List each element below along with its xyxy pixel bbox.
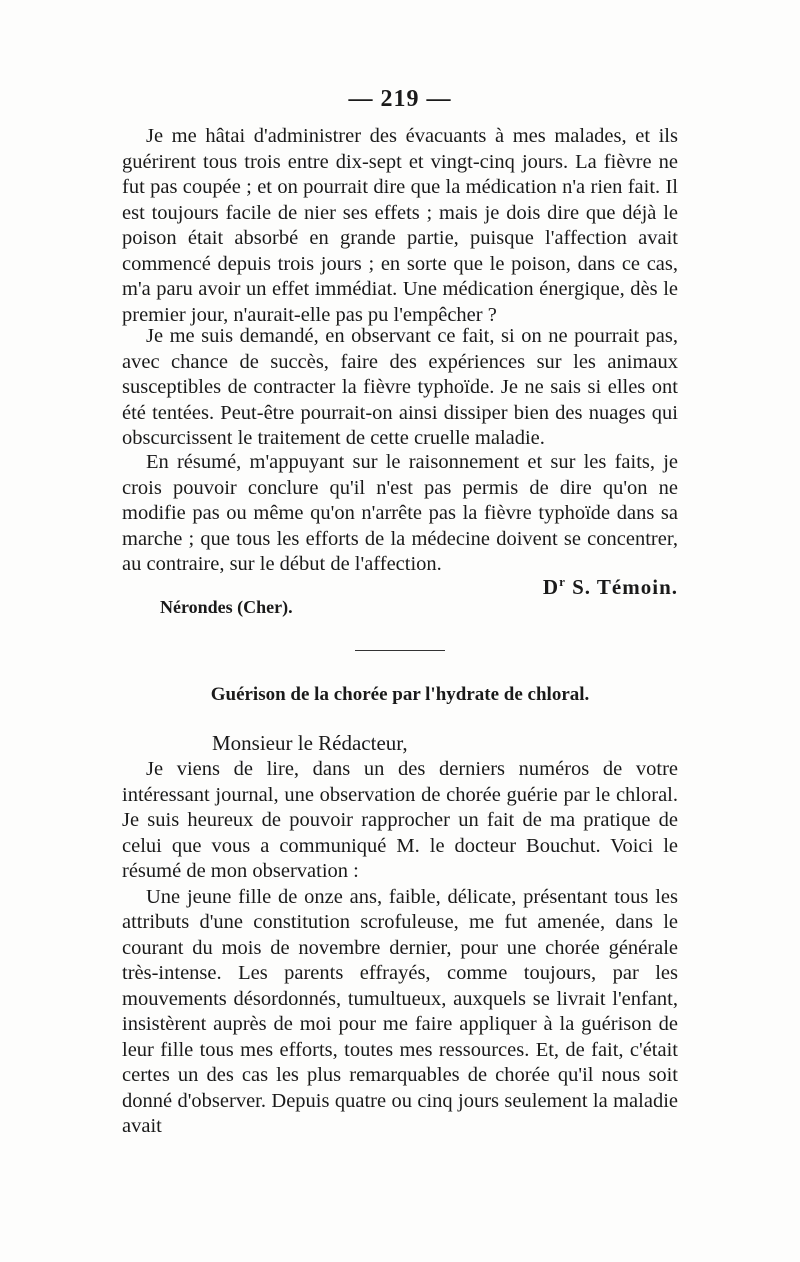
section-divider — [355, 650, 445, 651]
paragraph: En résumé, m'appuyant sur le raisonnement et sur les faits, je crois pouvoir conclure qu'il n'est pas permis de dire qu'on ne modifie pas ou même qu'on n'arrête pas la fièvre typhoïde dans sa marche ; que tous les efforts de la médecine doivent se concentrer, au contraire, sur le début de l'affection. — [122, 451, 678, 575]
paragraph: Une jeune fille de onze ans, faible, délicate, présentant tous les attributs d'une constitution scrofuleuse, me fut amenée, dans le courant du mois de novembre dernier, pour une chorée générale très-intense. Les parents effrayés, comme toujours, par les mouvements désordonnés, tumultueux, auxquels se livrait l'enfant, insistèrent auprès de moi pour me faire appliquer à la guérison de leur fille tous mes efforts, toutes mes ressources. Et, de fait, c'était certes un des cas les plus remarquables de chorée qu'il nous soit donné d'observer. Depuis quatre ou cinq jours seulement la maladie avait — [122, 885, 678, 1137]
signature-name: S. Témoin. — [572, 575, 678, 599]
text-block — [122, 324, 678, 452]
paragraph: Je me hâtai d'administrer des évacuants à mes malades, et ils guérirent tous trois entre dix-sept et vingt-cinq jours. La fièvre ne fut pas coupée ; et on pourrait dire que la médication n'a rien fait. Il est toujours facile de nier ses effets ; mais je dois dire que déjà le poison était absorbé en grande partie, puisque l'affection avait commencé depuis trois jours ; en sorte que le poison, dans ce cas, m'a paru avoir un effet immédiat. Une médication énergique, dès le premier jour, n'aurait-elle pas pu l'empêcher ? — [122, 125, 678, 326]
letter-salutation: Monsieur le Rédacteur, — [212, 731, 408, 755]
place-line: Nérondes (Cher). — [160, 597, 293, 617]
article-heading: Guérison de la chorée par l'hydrate de chloral. — [210, 684, 590, 705]
paragraph: Je me suis demandé, en observant ce fait, si on ne pourrait pas, avec chance de succès, faire des expériences sur les animaux susceptibles de contracter la fièvre typhoïde. Je ne sais si elles ont été tentées. Peut-être pourrait-on ainsi dissiper bien des nuages qui obscurcissent le traitement de cette cruelle maladie. — [122, 325, 678, 449]
author-signature — [543, 574, 678, 600]
text-block — [122, 450, 678, 578]
page-number: — 219 — — [348, 86, 452, 112]
signature-prefix-superscript: r — [559, 574, 566, 589]
paragraph: Je viens de lire, dans un des derniers numéros de votre intéressant journal, une observation de chorée guérie par le chloral. Je suis heureux de pouvoir rapprocher un fait de ma pratique de celui que vous a communiqué M. le docteur Bouchut. Voici le résumé de mon observation : — [122, 758, 678, 882]
letter-body — [122, 757, 678, 1140]
signature-prefix: D — [542, 575, 560, 599]
text-block — [122, 124, 678, 328]
